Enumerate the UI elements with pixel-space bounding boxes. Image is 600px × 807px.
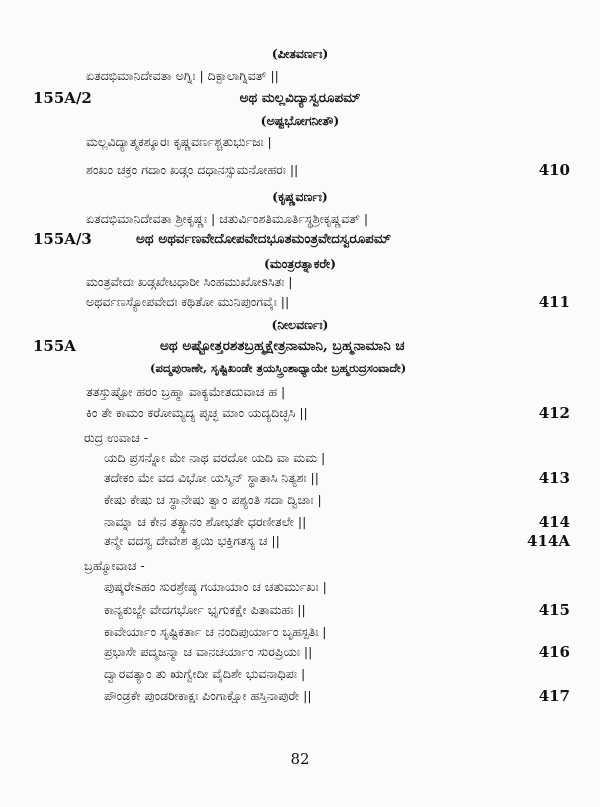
section-heading xyxy=(0,336,600,356)
verse-number: 417 xyxy=(538,687,570,705)
page-number: 82 xyxy=(290,750,310,768)
verse-line: ದ್ವಾರವತ್ಯಾಂ ತು ಋಗ್ವೇದೀ ವೈದಿಶೇ ಭುವನಾಧಿಪಃ | xyxy=(104,666,306,681)
section-title: ಅಥ ಅಷ್ಟೋತ್ತರಶತಬ್ರಹ್ಮಕ್ಷೇತ್ರನಾಮಾನಿ, ಬ್ರಹ್ಮನಾಮಾನಿ ಚ xyxy=(160,338,405,354)
speaker-line: ರುದ್ರ ಉವಾಚ - xyxy=(84,430,148,445)
verse-number: 414A xyxy=(527,532,570,550)
section-ref: 155A/2 xyxy=(33,89,92,107)
verse-line: ಕಾವೇರ್ಯಾಂ ಸೃಷ್ಟಿಕರ್ತಾ ಚ ನಂದಿಪುರ್ಯಾಂ ಬೃಹಸ್ಪತಿಃ | xyxy=(104,624,327,639)
speaker-line: ಬ್ರಹ್ಮೋವಾಚ - xyxy=(84,558,145,573)
verse-number: 416 xyxy=(538,643,570,661)
section-title: ಅಥ ಮಲ್ಲವಿದ್ಯಾಸ್ವರೂಪಮ್ xyxy=(239,90,361,106)
section-ref: 155A/3 xyxy=(33,230,92,248)
verse-line: ಅಥರ್ವಣಸ್ಯೋಪವೇದಃ ಕಥಿತೋ ಮುನಿಪುಂಗವೈಃ || 411 xyxy=(86,293,570,311)
verse-number: 411 xyxy=(538,293,570,311)
section-heading xyxy=(0,88,600,108)
verse-number: 414 xyxy=(538,513,570,531)
verse-line: ತದೇಕಂ ಮೇ ವದ ವಿಭೋ ಯಸ್ಮಿನ್ ಸ್ಥಾತಾಸಿ ನಿತ್ಯಶಃ || 413 xyxy=(104,469,570,487)
verse-line: ಪೌಂಡ್ರಕೇ ಪುಂಡರೀಕಾಕ್ಷಃ ಪಿಂಗಾಕ್ಷೋ ಹಸ್ತಿನಾಪುರೇ || 417 xyxy=(104,687,570,705)
verse-line: ಕೇಷು ಕೇಷು ಚ ಸ್ಥಾನೇಷು ತ್ವಾಂ ಪಶ್ಯಂತಿ ಸದಾ ದ್ವಿಜಾಃ | xyxy=(104,492,322,507)
verse-line: ತನ್ಮೇ ವದಸ್ವ ದೇವೇಶ ತ್ವಯಿ ಭಕ್ತಿಗತಸ್ಯ ಚ || 414A xyxy=(104,532,570,550)
heading-line: (ಅಷ್ಟಭೋಗನೀತೌ) xyxy=(260,113,340,128)
verse-line: ಶಂಖಂ ಚಕ್ರಂ ಗದಾಂ ಖಡ್ಗಂ ದಧಾನಸ್ಸುಮನೋಹರಃ || 410 xyxy=(86,161,570,179)
verse-line: ಪ್ರಭಾಸೇ ಪದ್ಮಜನ್ಮಾ ಚ ವಾನಚರ್ಯಾಂ ಸುರಪ್ರಿಯಃ || 416 xyxy=(104,643,570,661)
heading-line: (ಪೀತವರ್ಣಃ) xyxy=(271,46,329,61)
verse-line: ಪುಷ್ಕರೇಽಹಂ ಸುರಶ್ರೇಷ್ಠ ಗಯಾಯಾಂ ಚ ಚತುರ್ಮುಖಃ | xyxy=(104,579,327,594)
verse-line: ಕಿಂ ತೇ ಕಾಮಂ ಕರೋಮ್ಯದ್ಯ ಪೃಚ್ಛ ಮಾಂ ಯದ್ಯದಿಚ್ಛಸಿ || 412 xyxy=(86,404,570,422)
verse-number: 412 xyxy=(538,404,570,422)
heading-line: (ಮಂತ್ರರತ್ನಾಕರೇ) xyxy=(263,256,337,271)
verse-number: 413 xyxy=(538,469,570,487)
verse-line: ಏತದಭಿಮಾನಿದೇವತಾ ಅಗ್ನಿಃ | ದಿಕ್ಪಾಲಾಗ್ನಿವತ್ || xyxy=(86,68,279,83)
heading-line: (ಕೃಷ್ಣವರ್ಣಃ) xyxy=(272,189,328,204)
section-title: ಅಥ ಅಥರ್ವಣವೇದೋಪವೇದಭೂತಮಂತ್ರವೇದಸ್ವರೂಪಮ್ xyxy=(136,231,392,247)
heading-line: (ನೀಲವರ್ಣಃ) xyxy=(271,317,329,332)
verse-line: ಏತದಭಿಮಾನಿದೇವತಾ ಶ್ರೀಕೃಷ್ಣಃ | ಚತುರ್ವಿಂಶತಿಮೂರ್ತಿಸ್ಥಶ್ರೀಕೃಷ್ಣವತ್ | xyxy=(86,211,369,226)
verse-line: ಕಾನ್ಯಕುಬ್ಜೇ ವೇದಗರ್ಭೋ ಭೃಗುಕಕ್ಷೇ ಪಿತಾಮಹಃ || 415 xyxy=(104,601,570,619)
heading-line: (ಪದ್ಮಪುರಾಣೇ, ಸೃಷ್ಟಿಖಂಡೇ ತ್ರಯಸ್ತ್ರಿಂಶಾಧ್ಯಾಯೇ ಬ್ರಹ್ಮರುದ್ರಸಂವಾದೇ) xyxy=(150,361,407,375)
section-heading xyxy=(0,229,600,249)
verse-number: 410 xyxy=(538,161,570,179)
verse-number: 415 xyxy=(538,601,570,619)
verse-line: ಮಲ್ಲವಿದ್ಯಾತ್ಮಕಶ್ಶೂರಃ ಕೃಷ್ಣವರ್ಣಶ್ಚತುರ್ಭುಜಃ | xyxy=(86,134,272,149)
section-ref: 155A xyxy=(33,337,76,355)
verse-line: ಯದಿ ಪ್ರಸನ್ನೋ ಮೇ ನಾಥ ವರದೋ ಯದಿ ವಾ ಮಮ | xyxy=(104,450,326,465)
verse-line: ಮಂತ್ರವೇದಃ ಖಡ್ಗಖೇಟಧಾರೀ ಸಿಂಹಮುಖೋsಸಿತಃ | xyxy=(86,274,293,289)
verse-line: ನಾಮ್ನಾ ಚ ಕೇನ ತತ್ಸ್ಥಾನಂ ಶೋಭತೇ ಧರಣೀತಲೇ || 414 xyxy=(104,513,570,531)
verse-line: ತತಸ್ತುಷ್ಟೋ ಹರಂ ಬ್ರಹ್ಮಾ ವಾಕ್ಯಮೇತದುವಾಚ ಹ | xyxy=(86,384,286,399)
